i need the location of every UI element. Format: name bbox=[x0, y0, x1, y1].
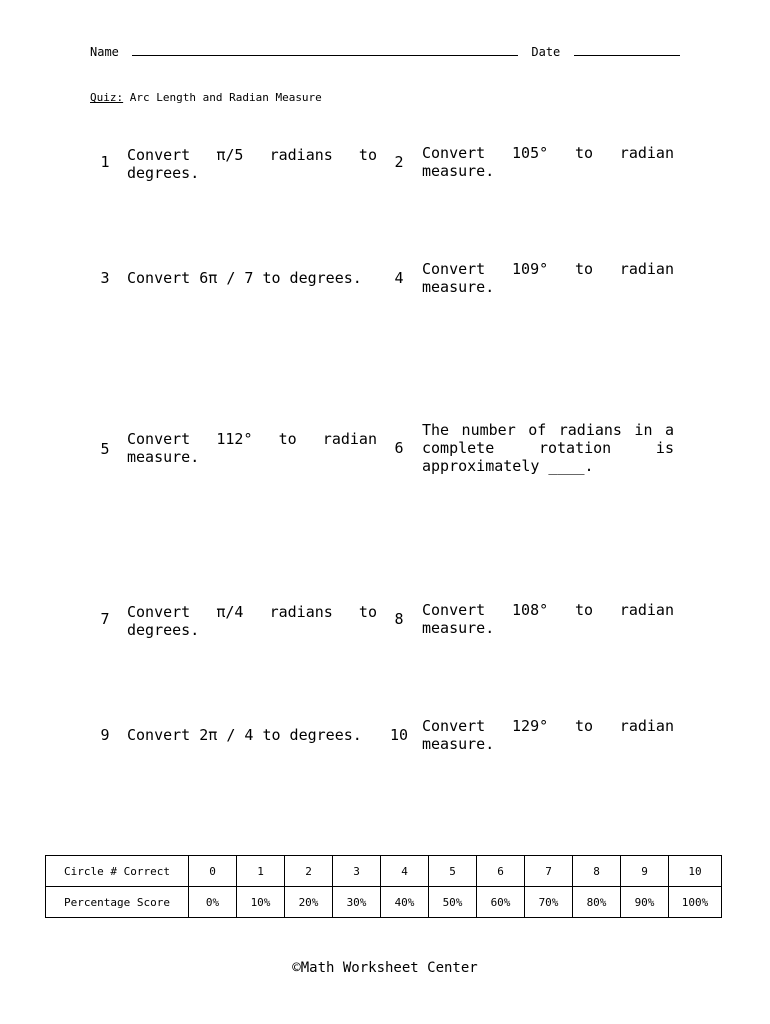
question-number: 1 bbox=[100, 153, 110, 171]
count-cell[interactable]: 10 bbox=[669, 856, 722, 887]
count-cell[interactable]: 5 bbox=[429, 856, 477, 887]
count-cell[interactable]: 9 bbox=[621, 856, 669, 887]
score-table bbox=[45, 855, 722, 918]
question-text: Convert 6π / 7 to degrees. bbox=[127, 269, 362, 287]
count-row bbox=[46, 856, 722, 887]
count-row-label: Circle # Correct bbox=[46, 856, 189, 887]
question-number: 3 bbox=[100, 269, 110, 287]
copyright-footer: ©Math Worksheet Center bbox=[292, 960, 478, 976]
question-number: 2 bbox=[394, 153, 404, 171]
percent-cell: 10% bbox=[237, 887, 285, 918]
question-text: Convert 108° to radian measure. bbox=[422, 601, 674, 637]
count-cell[interactable]: 3 bbox=[333, 856, 381, 887]
question-number: 5 bbox=[100, 440, 110, 458]
percent-cell: 50% bbox=[429, 887, 477, 918]
count-cell[interactable]: 0 bbox=[189, 856, 237, 887]
quiz-title bbox=[90, 91, 322, 104]
count-cell[interactable]: 1 bbox=[237, 856, 285, 887]
date-label: Date bbox=[531, 45, 561, 59]
name-label: Name bbox=[90, 45, 119, 59]
question-number: 6 bbox=[394, 439, 404, 457]
question-text: Convert 2π / 4 to degrees. bbox=[127, 726, 362, 744]
count-cell[interactable]: 6 bbox=[477, 856, 525, 887]
percent-row-label: Percentage Score bbox=[46, 887, 189, 918]
header bbox=[90, 45, 670, 59]
name-line[interactable] bbox=[132, 45, 518, 56]
question-number: 10 bbox=[389, 726, 409, 744]
quiz-name: Arc Length and Radian Measure bbox=[129, 91, 322, 104]
question-text: Convert 105° to radian measure. bbox=[422, 144, 674, 180]
question-number: 8 bbox=[394, 610, 404, 628]
percent-cell: 100% bbox=[669, 887, 722, 918]
percent-cell: 70% bbox=[525, 887, 573, 918]
count-cell[interactable]: 8 bbox=[573, 856, 621, 887]
percent-cell: 90% bbox=[621, 887, 669, 918]
question-number: 4 bbox=[394, 269, 404, 287]
percent-cell: 40% bbox=[381, 887, 429, 918]
percent-cell: 0% bbox=[189, 887, 237, 918]
question-number: 9 bbox=[100, 726, 110, 744]
percent-cell: 80% bbox=[573, 887, 621, 918]
question-text: Convert π/5 radians to degrees. bbox=[127, 146, 377, 182]
quiz-label: Quiz: bbox=[90, 91, 124, 104]
question-number: 7 bbox=[100, 610, 110, 628]
question-text: Convert 112° to radian measure. bbox=[127, 430, 377, 466]
question-text: Convert π/4 radians to degrees. bbox=[127, 603, 377, 639]
percent-cell: 60% bbox=[477, 887, 525, 918]
question-text: The number of radians in a complete rotation is approximately ____. bbox=[422, 421, 674, 475]
count-cell[interactable]: 4 bbox=[381, 856, 429, 887]
count-cell[interactable]: 7 bbox=[525, 856, 573, 887]
count-cell[interactable]: 2 bbox=[285, 856, 333, 887]
percent-row bbox=[46, 887, 722, 918]
date-line[interactable] bbox=[574, 45, 680, 56]
question-text: Convert 129° to radian measure. bbox=[422, 717, 674, 753]
percent-cell: 20% bbox=[285, 887, 333, 918]
question-text: Convert 109° to radian measure. bbox=[422, 260, 674, 296]
percent-cell: 30% bbox=[333, 887, 381, 918]
